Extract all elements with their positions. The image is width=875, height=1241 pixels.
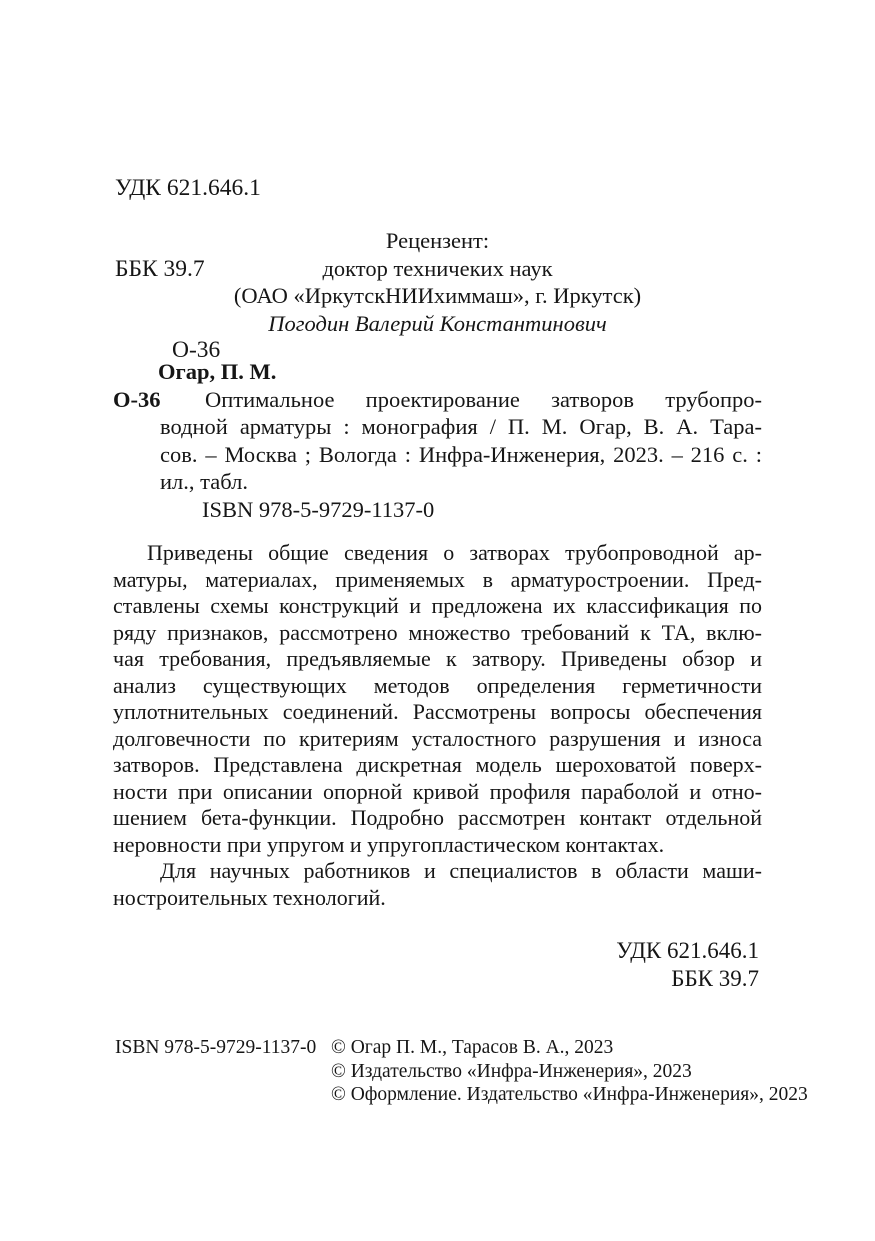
abstract-line: ности при описании опорной кривой профиля параболой и отно- <box>113 778 762 804</box>
reviewer-block <box>113 227 762 337</box>
card-index: О-36 <box>113 386 161 412</box>
catalog-card <box>113 358 762 523</box>
author-index: О-36 <box>172 337 221 363</box>
citation-line: ил., табл. <box>160 469 248 494</box>
copyright-line: © Огар П. М., Тарасов В. А., 2023 <box>331 1037 614 1058</box>
reviewer-heading: Рецензент: <box>385 228 490 253</box>
abstract-line: ностроительных технологий. <box>113 884 386 910</box>
abstract-line: затворов. Представлена дискретная модель шероховатой поверх- <box>113 752 762 777</box>
bbk-code: ББК 39.7 <box>115 256 205 282</box>
abstract <box>113 540 762 911</box>
reviewer-affiliation: (ОАО «ИркутскНИИхиммаш», г. Иркутск) <box>233 283 642 308</box>
card-author: Огар, П. М. <box>158 359 277 384</box>
citation-line: водной арматуры : монография / П. М. Огар, В. А. Тара- <box>160 414 762 439</box>
abstract-line: ставлены схемы конструкций и предложена их классификация по <box>113 593 762 618</box>
abstract-line: чая требования, предъявляемые к затвору. Приведены обзор и <box>113 646 762 671</box>
abstract-line: Приведены общие сведения о затворах трубопроводной ар- <box>147 540 762 565</box>
card-isbn: ISBN 978-5-9729-1137-0 <box>202 496 435 522</box>
abstract-line: ряду признаков, рассмотрено множество требований к ТА, вклю- <box>113 619 762 645</box>
bottom-udk-code: УДК 621.646.1 <box>616 938 759 963</box>
card-body <box>113 386 762 496</box>
abstract-line: уплотнительных соединений. Рассмотрены вопросы обеспечения <box>113 699 762 724</box>
abstract-line: долговечности по критериям усталостного разрушения и износа <box>113 725 762 751</box>
imprint-isbn: ISBN 978-5-9729-1137-0 <box>115 1037 317 1058</box>
citation-line: Оптимальное проектирование затворов трубопро- <box>205 386 762 412</box>
abstract-line: Для научных работников и специалистов в области маши- <box>160 858 762 883</box>
bottom-bbk-code: ББК 39.7 <box>671 965 759 991</box>
abstract-line: матуры, материалах, применяемых в арматуростроении. Пред- <box>113 566 762 592</box>
reviewer-name: Погодин Валерий Константинович <box>268 310 607 336</box>
abstract-line: шением бета-функции. Подробно рассмотрен контакт отдельной <box>113 805 762 830</box>
reviewer-degree: доктор техничеких наук <box>322 255 553 281</box>
imprint-copyrights <box>331 1036 808 1107</box>
copyright-line: © Оформление. Издательство «Инфра-Инженерия», 2023 <box>331 1084 808 1105</box>
bottom-catalog-codes <box>113 937 759 992</box>
citation-line: сов. – Москва ; Вологда : Инфра-Инженерия, 2023. – 216 с. : <box>160 441 762 467</box>
copyright-line: © Издательство «Инфра-Инженерия», 2023 <box>331 1060 692 1082</box>
abstract-line: неровности при упругом и упругопластическом контактах. <box>113 831 665 857</box>
udk-code: УДК 621.646.1 <box>115 175 261 201</box>
abstract-line: анализ существующих методов определения герметичности <box>113 672 762 698</box>
